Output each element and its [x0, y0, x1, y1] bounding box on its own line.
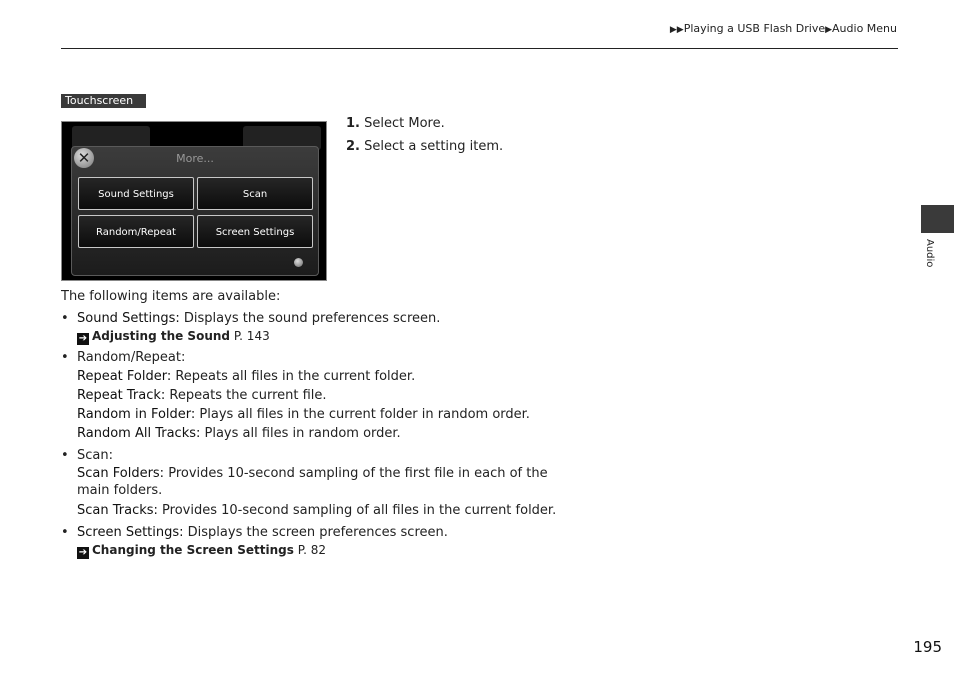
item-term: Scan: [77, 448, 113, 463]
sub-item [77, 386, 581, 405]
sub-desc: Plays all files in the current folder in random order. [195, 407, 530, 422]
screen-title: More... [176, 152, 214, 165]
section-tab [921, 205, 954, 233]
step-number: 2. [346, 139, 360, 154]
xref-title[interactable]: Changing the Screen Settings [92, 543, 294, 557]
page-number: 195 [913, 638, 942, 656]
random-repeat-button: Random/Repeat [78, 215, 194, 248]
more-panel [71, 146, 319, 276]
item-desc: Displays the sound preferences screen. [179, 311, 441, 326]
cross-reference[interactable] [77, 328, 581, 345]
sub-desc: Provides 10-second sampling of the first file in each of the main folders. [77, 466, 548, 498]
arrow-icon: ➔ [78, 333, 88, 344]
sub-term: Scan Folders: [77, 466, 165, 481]
section-label: Audio [924, 239, 935, 268]
list-item-screen [61, 523, 581, 559]
step-text: . [440, 116, 445, 131]
breadcrumb [670, 22, 897, 35]
list-item-random [61, 348, 581, 443]
bullet-icon: • [61, 525, 69, 540]
sub-term: Repeat Track: [77, 388, 166, 403]
list-item-scan [61, 446, 581, 520]
sound-settings-button: Sound Settings [78, 177, 194, 210]
step-1 [346, 116, 503, 131]
intro-text: The following items are available: [61, 289, 281, 304]
cross-reference[interactable] [77, 542, 581, 559]
scan-button: Scan [197, 177, 313, 210]
sub-item [77, 405, 581, 424]
sub-item [77, 465, 581, 499]
item-term: Screen Settings: [77, 525, 184, 540]
close-icon: ✕ [74, 148, 94, 168]
screen-image [61, 121, 327, 281]
sub-term: Scan Tracks: [77, 503, 158, 518]
arrow-icon: ➔ [78, 547, 88, 558]
breadcrumb-part1[interactable]: Playing a USB Flash Drive [683, 22, 826, 35]
item-term: Random/Repeat: [77, 350, 186, 365]
sub-item [77, 367, 581, 386]
triangle-icon: ▶ [825, 25, 833, 35]
step-text: Select [364, 116, 409, 131]
step-emphasis: More [408, 116, 441, 131]
header-rule [61, 48, 898, 49]
sub-term: Random All Tracks: [77, 426, 201, 441]
sub-desc: Repeats the current file. [165, 388, 327, 403]
item-term: Sound Settings: [77, 311, 180, 326]
step-text: Select a setting item. [364, 139, 504, 154]
xref-page: P. 143 [230, 329, 270, 343]
bullet-icon: • [61, 350, 69, 365]
sub-desc: Plays all files in random order. [200, 426, 401, 441]
sub-item [77, 424, 581, 443]
scroll-indicator-icon [294, 258, 303, 267]
bullet-icon: • [61, 311, 69, 326]
sub-desc: Provides 10-second sampling of all files in the current folder. [157, 503, 557, 518]
xref-page: P. 82 [293, 543, 327, 557]
triangle-icon: ▶▶ [669, 25, 684, 35]
list-item-sound [61, 309, 581, 345]
screen-settings-button: Screen Settings [197, 215, 313, 248]
item-list [61, 287, 581, 562]
breadcrumb-part2[interactable]: Audio Menu [832, 22, 897, 35]
item-desc: Displays the screen preferences screen. [183, 525, 448, 540]
xref-title[interactable]: Adjusting the Sound [92, 329, 230, 343]
bullet-icon: • [61, 448, 69, 463]
sub-item [77, 501, 581, 520]
sub-desc: Repeats all files in the current folder. [171, 369, 416, 384]
step-2 [346, 139, 503, 154]
touchscreen-tag: Touchscreen [61, 94, 146, 108]
sub-term: Random in Folder: [77, 407, 196, 422]
sub-term: Repeat Folder: [77, 369, 172, 384]
steps [346, 116, 503, 162]
step-number: 1. [346, 116, 360, 131]
